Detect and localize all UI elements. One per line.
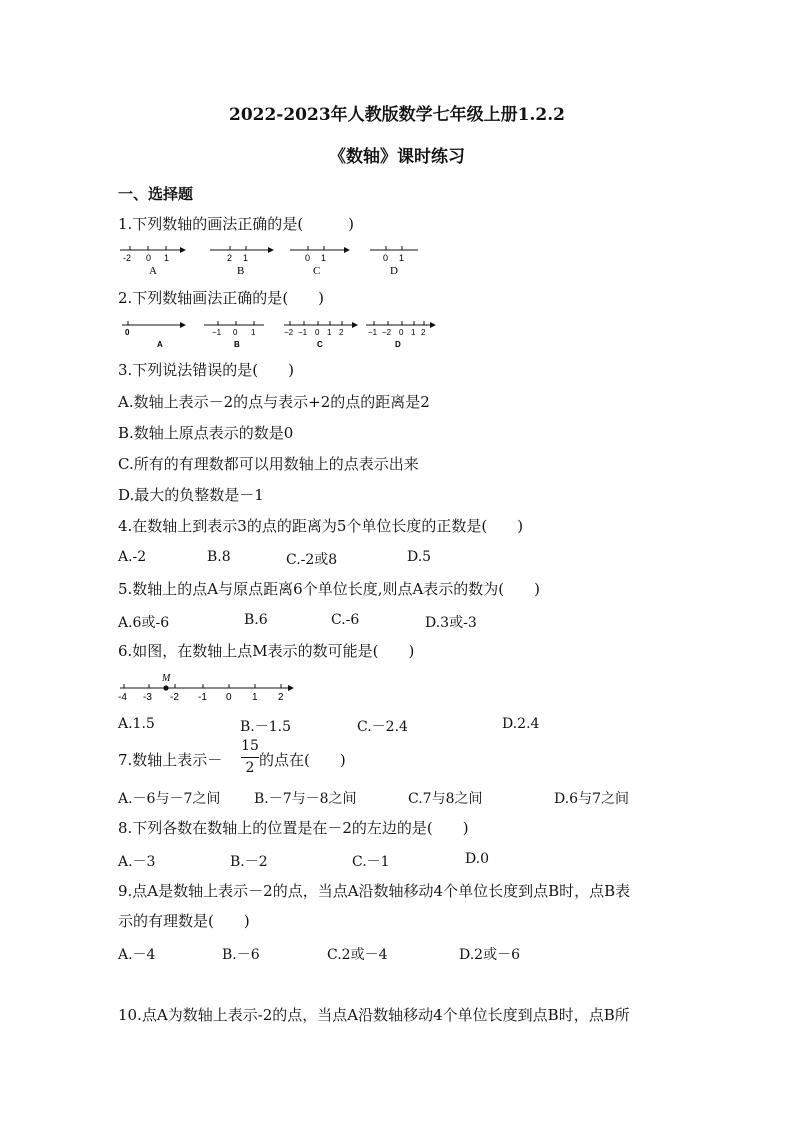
q6-tick-label: 2 (278, 692, 284, 703)
q6-tick-label: -2 (170, 692, 179, 703)
q6-option-a: A.1.5 (118, 716, 155, 732)
q2d-tick-label: 2 (421, 328, 426, 337)
q2-option-label: C (317, 340, 323, 349)
q1a-tick-label: 1 (164, 253, 170, 263)
q2c-tick-label: −2 (284, 328, 294, 337)
question-6-number-line (116, 670, 300, 706)
q1d-tick-label: 0 (383, 253, 389, 263)
q2a-tick-label: 0 (125, 328, 130, 337)
page-subtitle: 《数轴》课时练习 (329, 147, 465, 167)
q1a-tick-label: 0 (146, 253, 152, 263)
q3-option-c: C.所有的有理数都可以用数轴上的点表示出来 (118, 455, 419, 473)
question-8-stem: 8.下列各数在数轴上的位置是在－2的左边的是( ) (118, 819, 469, 837)
q2d-tick-label: 0 (399, 328, 404, 337)
q6-option-d: D.2.4 (502, 716, 540, 732)
q4-option-c: C.-2或8 (286, 552, 338, 568)
q2-option-label: D (395, 340, 401, 349)
q7-fraction-numerator: 15 (241, 738, 259, 754)
q8-option-d: D.0 (465, 851, 490, 867)
q7-option-c: C.7与8之间 (408, 791, 483, 807)
q1-option-c-axis (290, 246, 350, 276)
q7-fraction-denominator: 2 (245, 760, 255, 776)
q2-option-label: A (157, 340, 163, 349)
q8-option-a: A.－3 (118, 854, 156, 870)
question-2-figure (118, 314, 438, 350)
q6-tick-label: 0 (226, 692, 232, 703)
q2b-tick-label: 1 (251, 328, 256, 337)
q1b-tick-label: 1 (243, 253, 249, 263)
q3-option-a: A.数轴上表示－2的点与表示+2的点的距离是2 (118, 393, 430, 411)
q7-option-a: A.－6与－7之间 (118, 791, 221, 807)
q8-option-c: C.－1 (352, 854, 390, 870)
q1-option-label: C (313, 265, 321, 276)
question-7-stem-start: 7.数轴上表示－ (118, 751, 223, 769)
q2c-tick-label: 1 (327, 328, 332, 337)
q9-option-a: A.－4 (118, 947, 156, 963)
q1d-tick-label: 1 (399, 253, 405, 263)
q2-option-label: B (234, 340, 240, 349)
q2d-tick-label: −1 (368, 328, 378, 337)
q2-option-b-axis (204, 321, 264, 349)
question-10-stem-line1: 10.点A为数轴上表示-2的点，当点A沿数轴移动4个单位长度到点B时，点B所 (118, 1006, 630, 1024)
q4-option-b: B.8 (207, 549, 231, 565)
point-m-label: M (162, 673, 171, 684)
q2-option-a-axis (122, 321, 186, 349)
question-9-stem-line2: 示的有理数是( ) (118, 912, 250, 930)
question-1-stem: 1.下列数轴的画法正确的是( ) (118, 215, 355, 233)
q6-tick-label: 1 (252, 692, 258, 703)
q2c-tick-label: 0 (315, 328, 320, 337)
q5-option-b: B.6 (244, 612, 268, 628)
q6-tick-label: -1 (198, 692, 207, 703)
q1c-tick-label: 1 (321, 253, 327, 263)
section-heading: 一、选择题 (118, 185, 194, 203)
question-9-stem-line1: 9.点A是数轴上表示－2的点，当点A沿数轴移动4个单位长度到点B时，点B表 (118, 882, 631, 900)
q1-option-d-axis (370, 246, 418, 276)
q1b-tick-label: 2 (227, 253, 233, 263)
q2b-tick-label: 0 (233, 328, 238, 337)
q2c-tick-label: −1 (298, 328, 308, 337)
q2-option-c-axis (284, 321, 358, 349)
question-5-stem: 5.数轴上的点A与原点距离6个单位长度,则点A表示的数为( ) (118, 580, 540, 598)
q5-option-a: A.6或-6 (118, 615, 170, 631)
q3-option-b: B.数轴上原点表示的数是0 (118, 424, 294, 442)
page-title: 2022-2023年人教版数学七年级上册1.2.2 (228, 105, 565, 125)
q4-option-a: A.-2 (118, 549, 147, 565)
q6-tick-label: -3 (143, 692, 152, 703)
q2d-tick-label: −2 (382, 328, 392, 337)
q1-option-label: A (149, 265, 157, 276)
question-3-stem: 3.下列说法错误的是( ) (118, 361, 295, 379)
q7-option-d: D.6与7之间 (554, 791, 629, 807)
q6-option-b: B.－1.5 (240, 719, 292, 735)
q9-option-b: B.－6 (222, 947, 260, 963)
q7-option-b: B.－7与－8之间 (254, 791, 357, 807)
q1-option-label: B (237, 265, 245, 276)
q4-option-d: D.5 (407, 549, 432, 565)
q1-option-b-axis (210, 246, 274, 276)
q2b-tick-label: −1 (212, 328, 222, 337)
question-2-stem: 2.下列数轴画法正确的是( ) (118, 289, 325, 307)
q1-option-label: D (390, 265, 398, 276)
q3-option-d: D.最大的负整数是－1 (118, 486, 264, 504)
point-m-marker (163, 685, 168, 690)
q6-option-c: C.－2.4 (357, 719, 408, 735)
q6-tick-label: -4 (118, 692, 127, 703)
question-4-stem: 4.在数轴上到表示3的点的距离为5个单位长度的正数是( ) (118, 517, 524, 535)
q5-option-c: C.-6 (331, 612, 360, 628)
q5-option-d: D.3或-3 (425, 615, 477, 631)
question-6-stem: 6.如图，在数轴上点M表示的数可能是( ) (118, 642, 415, 660)
q9-option-c: C.2或－4 (327, 947, 388, 963)
q2-option-d-axis (366, 321, 436, 349)
q1c-tick-label: 0 (305, 253, 311, 263)
q9-option-d: D.2或－6 (459, 947, 520, 963)
q2d-tick-label: 1 (411, 328, 416, 337)
q7-fraction-bar (241, 757, 259, 758)
question-7-stem-end: 的点在( ) (259, 751, 346, 769)
q1a-tick-label: -2 (123, 253, 132, 263)
q8-option-b: B.－2 (230, 854, 268, 870)
question-1-figure (118, 240, 438, 276)
q2c-tick-label: 2 (339, 328, 344, 337)
q1-option-a-axis (120, 246, 186, 276)
